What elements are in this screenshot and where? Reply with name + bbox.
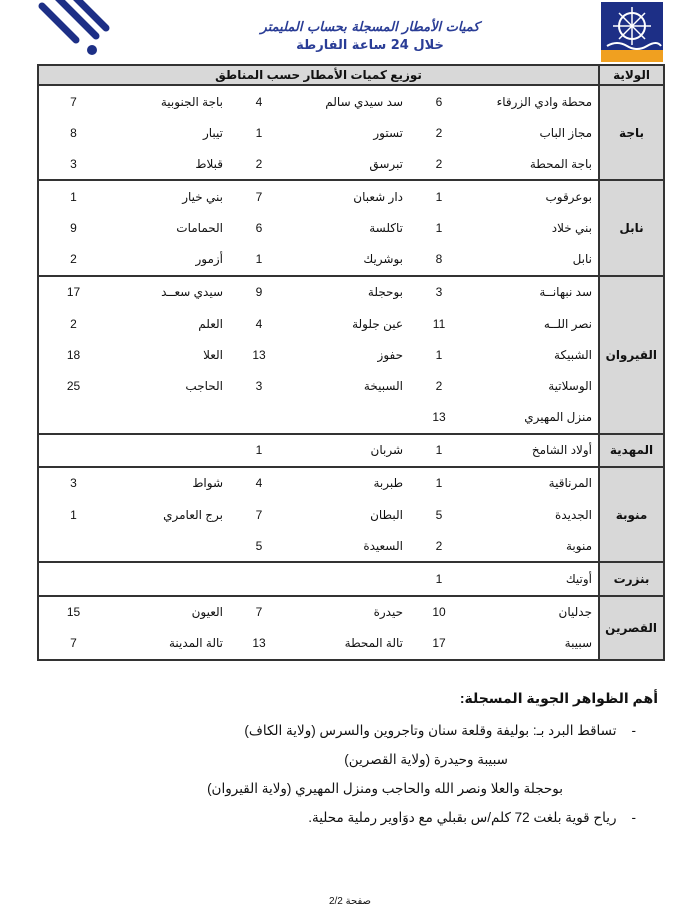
- rainfall-value: 7: [255, 507, 263, 522]
- rainfall-value: 17: [432, 636, 446, 651]
- rainfall-value: 8: [435, 252, 443, 267]
- station-name: تيبار: [202, 125, 224, 140]
- governorate-cell: القيروان: [599, 276, 664, 434]
- table-row: [38, 499, 664, 530]
- rainfall-value: 13: [252, 347, 266, 362]
- station-name: تستور: [373, 125, 404, 140]
- station-name: [108, 401, 229, 433]
- station-name: البطان: [370, 507, 404, 522]
- dash-marker: -: [631, 723, 636, 738]
- station-name: سد سيدي سالم: [289, 85, 409, 117]
- rainfall-value: 5: [255, 538, 263, 553]
- title-line-2: خلال 24 ساعة الفارطة: [296, 38, 444, 53]
- station-name: بوعرقوب: [469, 180, 599, 212]
- governorate-header: الولاية: [599, 65, 664, 85]
- rainfall-value: 1: [70, 507, 77, 522]
- station-name: بني خلاد: [551, 221, 593, 236]
- rainfall-value: 11: [432, 316, 446, 331]
- station-name: الحاجب: [185, 378, 224, 393]
- table-row: [38, 628, 664, 660]
- table-row: [38, 85, 664, 117]
- station-name: برج العامري: [163, 507, 224, 522]
- rainfall-value: [38, 562, 108, 595]
- governorate-cell: القصرين: [599, 596, 664, 660]
- station-name: الجديدة: [555, 507, 593, 522]
- governorate-cell: المهدية: [599, 434, 664, 467]
- rainfall-value: [229, 562, 289, 595]
- rainfall-value: 5: [435, 507, 443, 522]
- station-name: بوشريك: [363, 252, 404, 267]
- station-name: تالة المحطة: [344, 636, 404, 651]
- title-line-1: كميات الأمطار المسجلة بحساب المليمتر: [260, 20, 480, 35]
- governorate-cell: باجة: [599, 85, 664, 180]
- rainfall-value: 1: [255, 125, 263, 140]
- rainfall-value: 25: [66, 378, 81, 393]
- institute-logo: [601, 2, 663, 62]
- station-name: تاكلسة: [369, 221, 404, 236]
- rainfall-value: 1: [409, 434, 469, 467]
- governorate-cell: بنزرت: [599, 562, 664, 595]
- table-row: [38, 370, 664, 401]
- station-name: السبيخة: [363, 378, 404, 393]
- rainfall-value: 18: [66, 347, 81, 362]
- station-name: نابل: [572, 252, 593, 267]
- page-number: صفحة 2/2: [328, 896, 372, 907]
- station-name: سيدي سعــد: [108, 276, 229, 308]
- rainfall-value: 7: [38, 85, 108, 117]
- station-name: عين جلولة: [352, 316, 404, 331]
- station-name: تبرسق: [369, 156, 404, 171]
- rainfall-value: 3: [38, 467, 108, 499]
- governorate-cell: منوبة: [599, 467, 664, 562]
- rainfall-value: 13: [432, 409, 446, 424]
- station-name: العيون: [108, 596, 229, 628]
- rainfall-value: [38, 530, 108, 562]
- dash-marker: -: [631, 810, 636, 825]
- rainfall-value: 17: [38, 276, 108, 308]
- rainfall-value: 3: [70, 156, 77, 171]
- station-name: قبلاط: [195, 156, 224, 171]
- station-name: طبربة: [289, 467, 409, 499]
- rainfall-table: [37, 64, 665, 661]
- notes-title: أهم الظواهر الجوية المسجلة:: [459, 690, 658, 706]
- station-name: منوبة: [565, 538, 593, 553]
- station-name: دار شعبان: [289, 180, 409, 212]
- note-hail-cont1: سبيبة وحيدرة (ولاية القصرين): [344, 752, 508, 767]
- station-name: محطة وادي الزرقاء: [469, 85, 599, 117]
- station-name: سبيبة: [564, 636, 593, 651]
- station-name: السعيدة: [363, 538, 404, 553]
- station-name: [108, 562, 229, 595]
- table-row: [38, 213, 664, 244]
- weather-notes: [38, 690, 658, 839]
- rainfall-value: 1: [409, 180, 469, 212]
- table-row: [38, 530, 664, 562]
- table-row: [38, 148, 664, 180]
- rainfall-value: 1: [255, 252, 263, 267]
- station-name: مجاز الباب: [539, 125, 593, 140]
- note-wind-text: رياح قوية بلغت 72 كلم/س بقبلي مع دوَاوير رملية محلية.: [308, 810, 617, 825]
- table-row: [38, 308, 664, 339]
- station-name: باجة المحطة: [529, 156, 593, 171]
- rainfall-value: 2: [70, 252, 77, 267]
- rainfall-value: [229, 401, 289, 433]
- rainfall-value: [38, 401, 108, 433]
- rainfall-value: 8: [70, 125, 77, 140]
- rainfall-value: 2: [435, 378, 443, 393]
- station-name: أوتيك: [469, 562, 599, 595]
- rainfall-table-body: [38, 85, 664, 660]
- station-name: تالة المدينة: [168, 636, 224, 651]
- rainfall-value: 3: [409, 276, 469, 308]
- station-name: الحمامات: [176, 221, 224, 236]
- rainfall-value: 7: [229, 180, 289, 212]
- rainfall-value: 1: [435, 347, 443, 362]
- station-name: نصر اللــه: [543, 316, 593, 331]
- station-name: [289, 562, 409, 595]
- station-name: بوحجلة: [289, 276, 409, 308]
- rainfall-value: 13: [252, 636, 266, 651]
- document-title: [180, 20, 560, 53]
- distribution-header: توزيع كميات الأمطار حسب المناطق: [38, 65, 599, 85]
- table-row: [38, 401, 664, 433]
- station-name: منزل المهيري: [524, 409, 593, 424]
- table-row: [38, 434, 664, 467]
- rainfall-value: 6: [255, 221, 263, 236]
- station-name: أزمور: [195, 252, 224, 267]
- station-name: جدليان: [469, 596, 599, 628]
- station-name: باجة الجنوبية: [108, 85, 229, 117]
- rainfall-value: 4: [229, 467, 289, 499]
- rainfall-value: 1: [409, 467, 469, 499]
- station-name: [289, 401, 409, 433]
- rainfall-value: 10: [409, 596, 469, 628]
- station-name: [108, 530, 229, 562]
- rainfall-value: 2: [435, 156, 443, 171]
- station-name: شربان: [289, 434, 409, 467]
- table-row: [38, 596, 664, 628]
- rainfall-value: 4: [255, 316, 263, 331]
- note-hail: [38, 723, 658, 739]
- note-hail-text: تساقط البرد بـ: بوليفة وقلعة سنان وتاجروين والسرس (ولاية الكاف): [244, 723, 617, 738]
- table-row: [38, 244, 664, 276]
- corner-stripes-decoration: [38, 0, 110, 64]
- rainfall-value: 9: [229, 276, 289, 308]
- rainfall-value: 2: [255, 156, 263, 171]
- rainfall-value: 1: [435, 221, 443, 236]
- table-row: [38, 180, 664, 212]
- station-name: شواط: [108, 467, 229, 499]
- table-row: [38, 562, 664, 595]
- station-name: [108, 434, 229, 467]
- station-name: العلم: [198, 316, 224, 331]
- rainfall-value: 3: [255, 378, 263, 393]
- note-hail-cont2: بوحجلة والعلا ونصر الله والحاجب ومنزل المهيري (ولاية القيروان): [207, 781, 563, 796]
- rainfall-value: 7: [229, 596, 289, 628]
- rainfall-value: 4: [229, 85, 289, 117]
- rainfall-value: 1: [38, 180, 108, 212]
- station-name: العلا: [203, 347, 224, 362]
- rainfall-value: 2: [435, 125, 443, 140]
- table-row: [38, 339, 664, 370]
- note-wind: [38, 810, 658, 826]
- station-name: بني خيار: [108, 180, 229, 212]
- rainfall-value: 15: [38, 596, 108, 628]
- rainfall-value: 2: [70, 316, 77, 331]
- table-row: [38, 276, 664, 308]
- rainfall-value: 7: [70, 636, 77, 651]
- station-name: حفوز: [377, 347, 404, 362]
- rainfall-value: 6: [409, 85, 469, 117]
- rainfall-value: 9: [70, 221, 77, 236]
- station-name: حيدرة: [289, 596, 409, 628]
- table-row: [38, 467, 664, 499]
- governorate-cell: نابل: [599, 180, 664, 275]
- station-name: المرناقية: [469, 467, 599, 499]
- rainfall-value: 1: [409, 562, 469, 595]
- rainfall-value: 2: [435, 538, 443, 553]
- station-name: أولاد الشامخ: [469, 434, 599, 467]
- rainfall-value: 1: [229, 434, 289, 467]
- station-name: الوسلاتية: [548, 378, 593, 393]
- rainfall-value: [38, 434, 108, 467]
- table-row: [38, 117, 664, 148]
- station-name: سد نبهانــة: [469, 276, 599, 308]
- station-name: الشبيكة: [554, 347, 593, 362]
